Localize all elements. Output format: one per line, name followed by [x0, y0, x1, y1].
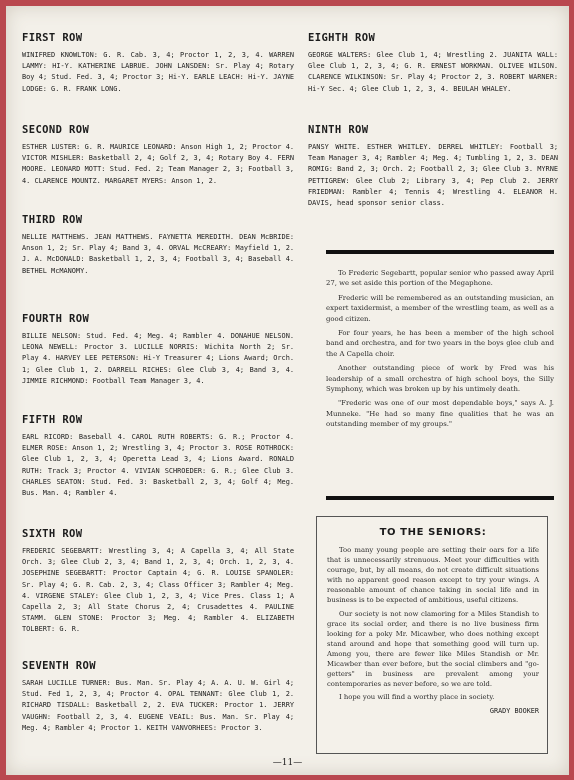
section-body: PANSY WHITE. ESTHER WHITLEY. DERREL WHITLEY: Football 3; Team Manager 3, 4; Rambler 4; Meg. 4; Tumbling 1, 2, 3. DEAN ROMIG: Band 2, 3; Orch. 2; Football 2, 3; Glee Club 3. MYRNE PETTIGREW: Glee Club 2; Library 3, 4; Pep Club 2. JERRY FRIEDMAN: Rambler 4; Tennis 4; Wrestling 4. ELEANOR H. DAVIS, head sponsor senior class. — [308, 143, 558, 208]
section-body: FREDERIC SEGEBARTT: Wrestling 3, 4; A Capella 3, 4; All State Orch. 3; Glee Club 2, 3, 4; Band 1, 2, 3, 4; Orch. 1, 2, 3, 4. JOSEPHINE SEGEBARTT: Proctor Captain 4; G. R. LOUISE SPANOLER: Sr. Play 4; G. R. Cab. 2, 3, 4; Class Officer 3; Rambler 4; Meg. 4. VIRGENE STALEY: Glee Club 1, 2, 3, 4; Vice Pres. Class 1; A Capella 2, 3; All State Chorus 2, 4; Crusadettes 4. PAULINE STAMM. GLEN STONE: Proctor 3; Meg. 4; Rambler 4. ELIZABETH TOLBERT: G. R. — [22, 547, 294, 634]
section-body: EARL RICORD: Baseball 4. CAROL RUTH ROBERTS: G. R.; Proctor 4. ELMER ROSE: Anson 1, 2; Wrestling 3, 4; Proctor 3. ROSE ROTHROCK: Glee Club 1, 2, 3, 4; Operetta Lead 3, 4; Lions Award. RONALD RUTH: Track 3; Proctor 4. VIVIAN SCHROEDER: G. R.; Glee Club 3. CHARLES SEATON: Stud. Fed. 3: Basketball 2, 3, 4; Golf 4; Meg. Bus. Man. 4; Rambler 4. — [22, 433, 294, 498]
memorial-tribute — [326, 268, 554, 434]
tribute-paragraph: For four years, he has been a member of the high school band and orchestra, and for two years in the boys glee club and the A Capella choir. — [326, 329, 554, 358]
section-body: NELLIE MATTHEWS. JEAN MATTHEWS. FAYNETTA MEREDITH. DEAN McBRIDE: Anson 1, 2; Sr. Play 4; Band 3, 4. ORVAL McCREARY: Mayfield 1, 2. J. A. McDONALD: Basketball 1, 2, 3, 4; Football 3, 4; Baseball 4. BETHEL McMANOMY. — [22, 233, 294, 275]
section-heading: SEVENTH ROW — [22, 660, 96, 672]
section-heading: SECOND ROW — [22, 124, 90, 136]
row-section-first — [22, 32, 294, 95]
section-body: WINIFRED KNOWLTON: G. R. Cab. 3, 4; Proctor 1, 2, 3, 4. WARREN LAMMY: HI-Y. KATHERINE LABRUE. JOHN LANSDEN: Sr. Play 4; Rotary Boy 4; Stud. Fed. 3, 4; Proctor 3; Hi-Y. EARLE LEACH: Hi-Y. JAYNE LODGE: G. R. FRANK LONG. — [22, 51, 294, 93]
signature: GRADY BOOKER — [489, 707, 539, 716]
section-heading: EIGHTH ROW — [308, 32, 376, 44]
section-heading: FOURTH ROW — [22, 313, 90, 325]
row-section-eighth — [308, 32, 558, 95]
box-paragraph: Our society is not now clamoring for a Miles Standish to grace its social order, and there is no live business firm looking for a poky Mr. Micawber, who does nothing except stand around and hope that something good will turn up. Among you, there are fewer like Miles Standish or Mr. Micawber than ever before, but the social climbers and "go-getters" in business are prevalent among your contemporaries as never before, so we are told. — [327, 609, 539, 689]
section-heading: NINTH ROW — [308, 124, 369, 136]
section-heading: THIRD ROW — [22, 214, 83, 226]
section-heading: SIXTH ROW — [22, 528, 83, 540]
box-paragraph: Too many young people are setting their oars for a life that is unnecessarily strenuous. Meet your difficulties with courage, but, by all means, do not create difficult situations with no apparent good reason except to try your wings. A reasonable amount of chance taking in social life and in business is to be expected of ambitious, useful citizens. — [327, 546, 539, 605]
tribute-paragraph: Another outstanding piece of work by Fred was his leadership of a small orchestra of high school boys, the Silly Symphony, which was broken up by his untimely death. — [326, 364, 554, 394]
row-section-third — [22, 214, 294, 277]
row-section-seventh — [22, 660, 294, 734]
tribute-paragraph: To Frederic Segebartt, popular senior who passed away April 27, we set aside this portion of the Megaphone. — [326, 269, 554, 288]
section-body: GEORGE WALTERS: Glee Club 1, 4; Wrestling 2. JUANITA WALL: Glee Club 1, 2, 3, 4; G. R. ERNEST WORKMAN. OLIVEE WILSON. CLARENCE WILKINSON: Sr. Play 4; Proctor 2, 3. ROBERT WARNER: Hi-Y Sec. 4; Glee Club 1, 2, 3, 4. BEULAH WHALEY. — [308, 51, 558, 93]
section-body: SARAH LUCILLE TURNER: Bus. Man. Sr. Play 4; A. A. U. W. Girl 4; Stud. Fed 1, 2, 3, 4; Proctor 4. OPAL TENNANT: Glee Club 1, 2. RICHARD TISDALL: Basketball 2, 2. EVA TUCKER: Proctor 1. JERRY VAUGHN: Football 2, 3, 4. EUGENE VEAIL: Bus. Man. Sr. Play 4; Meg. 4; Rambler 4; Proctor 1. KEITH VANVORHEES: Proctor 3. — [22, 679, 294, 732]
row-section-fifth — [22, 414, 294, 499]
row-section-sixth — [22, 528, 294, 636]
tribute-paragraph: "Frederic was one of our most dependable boys," says A. J. Munneke. "He had so many fine qualities that he was an outstanding member of my groups." — [326, 399, 554, 429]
tribute-paragraph: Frederic will be remembered as an outstanding musician, an expert taxidermist, a member of the wrestling team, as well as a good citizen. — [326, 293, 554, 323]
page-number: —11— — [272, 758, 303, 768]
yearbook-page — [6, 6, 569, 775]
row-section-fourth — [22, 313, 294, 387]
row-section-second — [22, 124, 294, 187]
to-the-seniors-box — [316, 516, 548, 754]
section-body: BILLIE NELSON: Stud. Fed. 4; Meg. 4; Rambler 4. DONAHUE NELSON. LEONA NEWELL: Proctor 3. LUCILLE NORRIS: Wichita North 2; Sr. Play 4. HARVEY LEE PETERSON: Hi-Y Treasurer 4; Lions Award; Orch. 1; Glee Club 1, 2. DARRELL RICHES: Glee Club 3, 4; Band 3, 4. JIMMIE RICHMOND: Football Team Manager 3, 4. — [22, 332, 294, 385]
row-section-ninth — [308, 124, 558, 209]
box-paragraph: I hope you will find a worthy place in society. — [339, 693, 495, 702]
section-heading: FIRST ROW — [22, 32, 83, 44]
section-heading: FIFTH ROW — [22, 414, 83, 426]
section-body: ESTHER LUSTER: G. R. MAURICE LEONARD: Anson High 1, 2; Proctor 4. VICTOR MISHLER: Basketball 2, 4; Golf 2, 3, 4; Rotary Boy 4. FERN MOORE. LEONARD MOTT: Stud. Fed. 2; Team Manager 2, 3; Football 3, 4. CLARENCE MOUNTZ. MARGARET MYERS: Anson 1, 2. — [22, 143, 294, 185]
box-title: TO THE SENIORS: — [379, 527, 487, 538]
divider-rule — [326, 496, 554, 500]
divider-rule — [326, 250, 554, 254]
